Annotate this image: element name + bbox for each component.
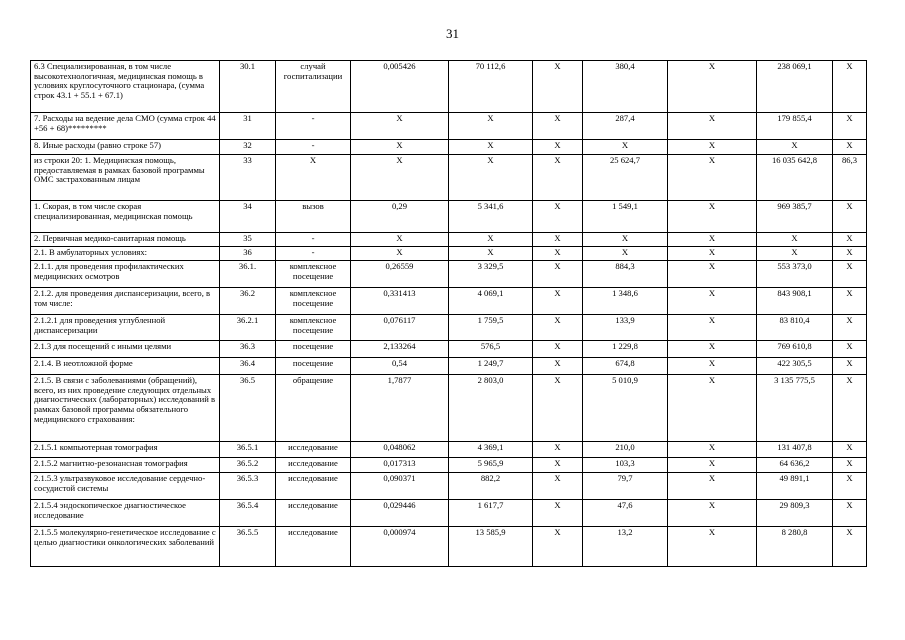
row-value-10: X [833,315,867,341]
row-value-5: 576,5 [449,341,533,358]
row-value-7: 1 549,1 [583,201,668,233]
row-value-5: 13 585,9 [449,527,533,567]
row-value-10: X [833,201,867,233]
row-value-5: X [449,113,533,140]
row-value-8: X [668,140,757,155]
row-value-5: 5 965,9 [449,458,533,473]
table-row [31,113,867,140]
table-row [31,140,867,155]
row-value-4: X [351,247,449,261]
row-value-8: X [668,201,757,233]
row-value-6: X [533,500,583,527]
row-value-5: 70 112,6 [449,61,533,113]
row-value-4: 0,331413 [351,288,449,315]
row-unit: посещение [276,358,351,375]
row-value-7: 133,9 [583,315,668,341]
row-value-10: X [833,233,867,247]
row-value-9: 553 373,0 [757,261,833,288]
row-value-9: 969 385,7 [757,201,833,233]
row-value-10: X [833,473,867,500]
row-value-5: 882,2 [449,473,533,500]
row-value-5: X [449,233,533,247]
row-name: 2.1.5. В связи с заболеваниями (обращений), всего, из них проведение следующих отдельных диагностических (лабораторных) исследований в рамках базовой программы обязательного медицинского страхования: [31,375,220,442]
row-value-4: 1,7877 [351,375,449,442]
row-value-7: 25 624,7 [583,155,668,201]
row-value-10: X [833,358,867,375]
row-value-5: 5 341,6 [449,201,533,233]
row-value-4: 0,26559 [351,261,449,288]
row-value-10: X [833,341,867,358]
row-value-5: 4 069,1 [449,288,533,315]
row-value-4: 0,076117 [351,315,449,341]
table-row [31,61,867,113]
row-value-9: 83 810,4 [757,315,833,341]
row-name: 2.1. В амбулаторных условиях: [31,247,220,261]
row-value-8: X [668,473,757,500]
row-value-9: 179 855,4 [757,113,833,140]
row-value-7: 287,4 [583,113,668,140]
row-value-9: X [757,233,833,247]
row-unit: случай госпитализации [276,61,351,113]
row-value-7: 210,0 [583,442,668,458]
row-value-5: 1 759,5 [449,315,533,341]
row-value-4: X [351,155,449,201]
table-row [31,358,867,375]
table-row [31,288,867,315]
row-value-6: X [533,527,583,567]
row-value-5: X [449,155,533,201]
row-value-8: X [668,113,757,140]
row-value-8: X [668,442,757,458]
row-value-8: X [668,358,757,375]
row-value-5: 1 617,7 [449,500,533,527]
row-value-10: X [833,288,867,315]
row-line-number: 36.2 [220,288,276,315]
row-value-10: X [833,527,867,567]
row-value-7: X [583,140,668,155]
row-value-5: X [449,247,533,261]
row-value-5: 2 803,0 [449,375,533,442]
row-value-9: 49 891,1 [757,473,833,500]
row-value-10: X [833,500,867,527]
row-value-10: X [833,261,867,288]
row-value-7: 13,2 [583,527,668,567]
row-name: 2.1.1. для проведения профилактических медицинских осмотров [31,261,220,288]
row-line-number: 36.5.5 [220,527,276,567]
row-line-number: 36.5.2 [220,458,276,473]
row-value-6: X [533,442,583,458]
row-value-7: X [583,247,668,261]
row-line-number: 36 [220,247,276,261]
row-value-8: X [668,288,757,315]
table-row [31,341,867,358]
row-line-number: 33 [220,155,276,201]
row-name: 6.3 Специализированная, в том числе высокотехнологичная, медицинская помощь в условиях круглосуточного стационара, (сумма строк 43.1 + 55.1 + 67.1) [31,61,220,113]
row-name: 2.1.2.1 для проведения углубленной диспансеризации [31,315,220,341]
row-name: 2.1.5.4 эндоскопическое диагностическое исследование [31,500,220,527]
table-row [31,442,867,458]
row-value-10: X [833,375,867,442]
row-value-10: X [833,113,867,140]
row-value-8: X [668,233,757,247]
row-value-10: X [833,247,867,261]
table-row [31,500,867,527]
row-unit: - [276,113,351,140]
row-value-8: X [668,155,757,201]
row-unit: обращение [276,375,351,442]
row-line-number: 36.3 [220,341,276,358]
row-value-7: 884,3 [583,261,668,288]
row-value-6: X [533,201,583,233]
row-value-4: 0,017313 [351,458,449,473]
row-name: 8. Иные расходы (равно строке 57) [31,140,220,155]
row-name: 1. Скорая, в том числе скорая специализированная, медицинская помощь [31,201,220,233]
row-value-6: X [533,140,583,155]
row-unit: вызов [276,201,351,233]
row-value-6: X [533,61,583,113]
row-name: 2.1.3 для посещений с иными целями [31,341,220,358]
row-line-number: 36.2.1 [220,315,276,341]
row-line-number: 31 [220,113,276,140]
row-name: 2.1.2. для проведения диспансеризации, всего, в том числе: [31,288,220,315]
row-unit: - [276,233,351,247]
table-row [31,315,867,341]
table-row [31,527,867,567]
row-value-7: 1 348,6 [583,288,668,315]
row-value-4: X [351,233,449,247]
row-value-9: X [757,247,833,261]
row-name: 2.1.5.3 ультразвуковое исследование сердечно-сосудистой системы [31,473,220,500]
row-value-9: 131 407,8 [757,442,833,458]
row-value-9: X [757,140,833,155]
row-value-10: 86,3 [833,155,867,201]
table-row [31,261,867,288]
row-name: 2. Первичная медико-санитарная помощь [31,233,220,247]
row-value-8: X [668,61,757,113]
row-value-7: 47,6 [583,500,668,527]
row-value-5: 4 369,1 [449,442,533,458]
row-value-6: X [533,155,583,201]
row-value-8: X [668,500,757,527]
row-value-6: X [533,315,583,341]
row-unit: комплексное посещение [276,261,351,288]
row-line-number: 36.5 [220,375,276,442]
row-unit: исследование [276,500,351,527]
row-value-5: 3 329,5 [449,261,533,288]
row-value-4: 0,29 [351,201,449,233]
row-value-7: X [583,233,668,247]
row-value-8: X [668,375,757,442]
row-unit: - [276,140,351,155]
row-unit: исследование [276,527,351,567]
table-row [31,473,867,500]
row-name: из строки 20: 1. Медицинская помощь, предоставляемая в рамках базовой программы ОМС застрахованным лицам [31,155,220,201]
row-value-7: 5 010,9 [583,375,668,442]
row-value-8: X [668,527,757,567]
row-value-4: X [351,140,449,155]
row-value-4: 2,133264 [351,341,449,358]
row-value-10: X [833,61,867,113]
row-value-7: 674,8 [583,358,668,375]
row-line-number: 34 [220,201,276,233]
table-row [31,155,867,201]
row-line-number: 36.1. [220,261,276,288]
row-value-6: X [533,358,583,375]
row-line-number: 32 [220,140,276,155]
row-name: 2.1.4. В неотложной форме [31,358,220,375]
row-value-8: X [668,247,757,261]
row-line-number: 36.5.1 [220,442,276,458]
table-row [31,201,867,233]
row-value-9: 3 135 775,5 [757,375,833,442]
row-unit: комплексное посещение [276,315,351,341]
row-value-4: 0,029446 [351,500,449,527]
row-value-7: 380,4 [583,61,668,113]
row-value-5: 1 249,7 [449,358,533,375]
row-value-8: X [668,341,757,358]
row-value-7: 1 229,8 [583,341,668,358]
row-unit: X [276,155,351,201]
row-value-7: 103,3 [583,458,668,473]
table-body [31,61,867,567]
row-line-number: 36.4 [220,358,276,375]
page-number: 31 [446,26,459,41]
row-value-8: X [668,458,757,473]
row-value-9: 29 809,3 [757,500,833,527]
table-row [31,233,867,247]
row-value-8: X [668,261,757,288]
row-value-9: 422 305,5 [757,358,833,375]
row-value-4: 0,000974 [351,527,449,567]
row-value-4: 0,048062 [351,442,449,458]
row-line-number: 36.5.3 [220,473,276,500]
row-value-6: X [533,247,583,261]
row-value-10: X [833,458,867,473]
row-value-4: 0,005426 [351,61,449,113]
row-value-4: X [351,113,449,140]
row-value-10: X [833,442,867,458]
row-value-6: X [533,473,583,500]
row-value-4: 0,090371 [351,473,449,500]
row-value-9: 8 280,8 [757,527,833,567]
row-value-6: X [533,261,583,288]
row-value-9: 769 610,8 [757,341,833,358]
row-value-8: X [668,315,757,341]
row-unit: - [276,247,351,261]
row-unit: исследование [276,442,351,458]
cost-table [30,60,867,567]
row-value-7: 79,7 [583,473,668,500]
row-name: 7. Расходы на ведение дела СМО (сумма строк 44 +56 + 68)********* [31,113,220,140]
row-unit: комплексное посещение [276,288,351,315]
row-value-5: X [449,140,533,155]
row-line-number: 30.1 [220,61,276,113]
row-name: 2.1.5.1 компьютерная томография [31,442,220,458]
row-unit: посещение [276,341,351,358]
row-value-6: X [533,341,583,358]
row-value-6: X [533,288,583,315]
row-value-6: X [533,458,583,473]
row-value-6: X [533,113,583,140]
row-line-number: 36.5.4 [220,500,276,527]
row-name: 2.1.5.5 молекулярно-генетическое исследование с целью диагностики онкологических заболеваний [31,527,220,567]
row-value-10: X [833,140,867,155]
row-line-number: 35 [220,233,276,247]
row-value-4: 0,54 [351,358,449,375]
row-value-9: 238 069,1 [757,61,833,113]
table-row [31,247,867,261]
row-value-6: X [533,375,583,442]
table-row [31,375,867,442]
row-unit: исследование [276,458,351,473]
row-value-6: X [533,233,583,247]
row-value-9: 843 908,1 [757,288,833,315]
row-value-9: 16 035 642,8 [757,155,833,201]
row-name: 2.1.5.2 магнитно-резонансная томография [31,458,220,473]
table-row [31,458,867,473]
row-unit: исследование [276,473,351,500]
row-value-9: 64 636,2 [757,458,833,473]
